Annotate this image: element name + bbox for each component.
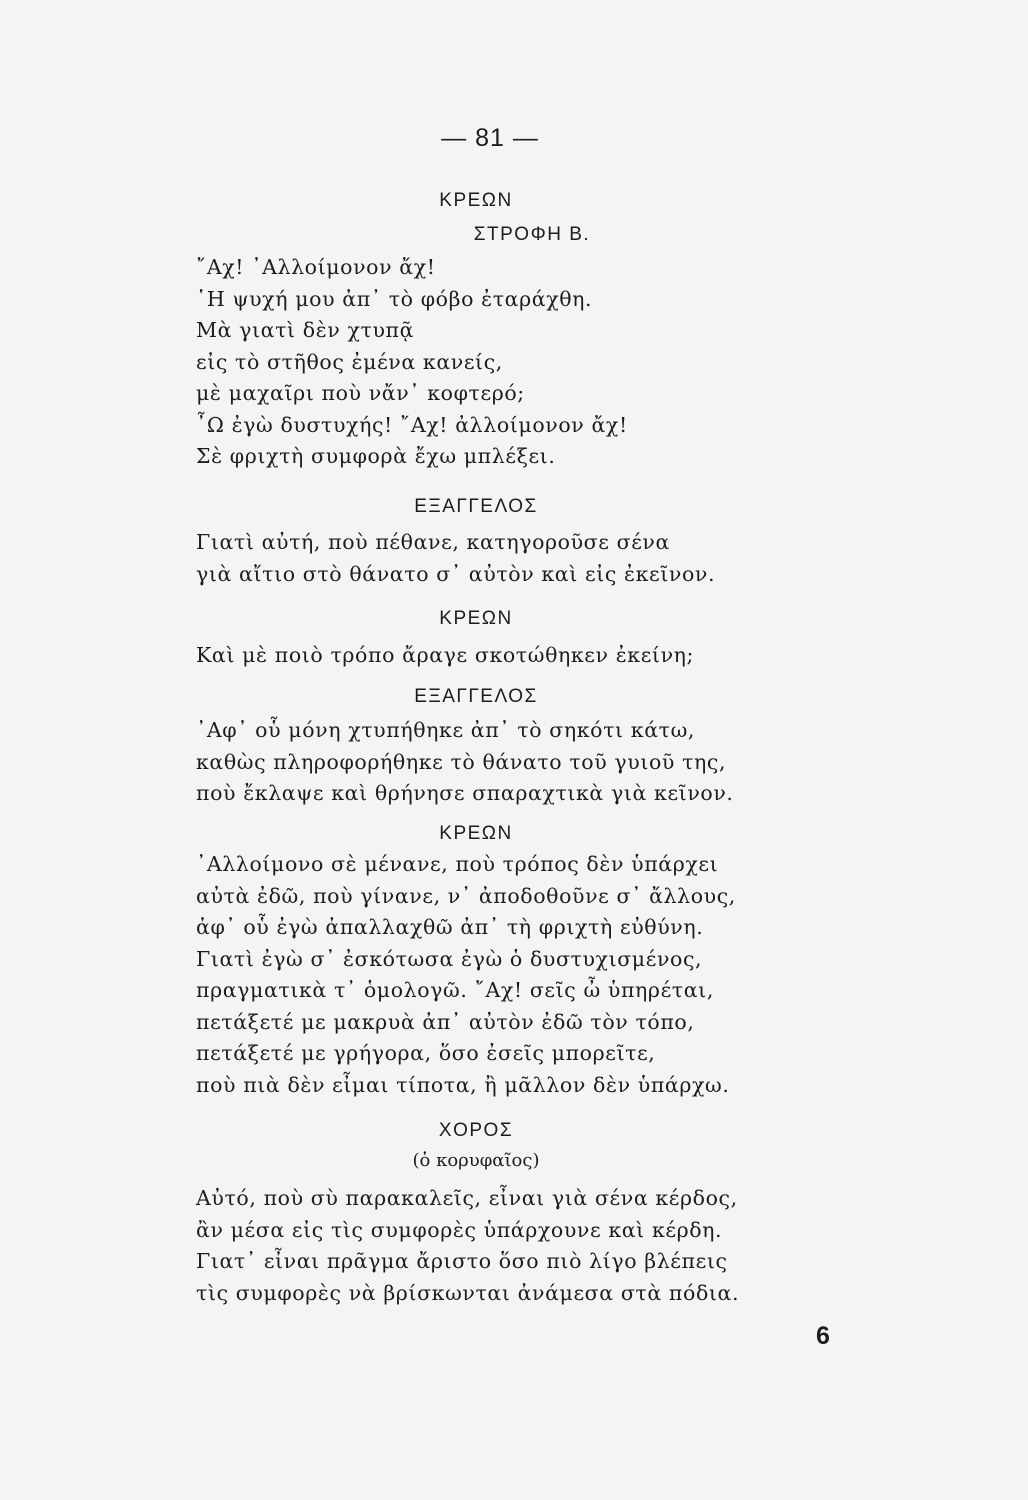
speaker-name: ΕΞΑΓΓΕΛΟΣ (414, 496, 538, 517)
verse-line: ποὺ ἔκλαψε καὶ θρήνησε σπαραχτικὰ γιὰ κεῖνον. (196, 781, 734, 805)
verse-line: πετάξετέ με μακρυὰ ἀπ᾿ αὐτὸν ἐδῶ τὸν τόπο, (196, 1009, 695, 1034)
verse-line: Καὶ μὲ ποιὸ τρόπο ἄραγε σκοτώθηκεν ἐκείνη; (196, 643, 695, 667)
verse-line: ῏Ω ἐγὼ δυστυχής! ῎Αχ! ἀλλοίμονον ἄχ! (196, 412, 628, 437)
verse-line: ἂν μέσα εἰς τὶς συμφορὲς ὑπάρχουνε καὶ κέρδη. (196, 1217, 723, 1242)
verse-block (196, 715, 796, 810)
verse-line: ᾿Αφ᾿ οὗ μόνη χτυπήθηκε ἀπ᾿ τὸ σηκότι κάτω, (196, 718, 696, 742)
verse-line: Γιατὶ αὐτή, ποὺ πέθανε, κατηγοροῦσε σένα (196, 530, 670, 554)
verse-line: ποὺ πιὰ δὲν εἶμαι τίποτα, ἢ μᾶλλον δὲν ὑπάρχω. (196, 1072, 730, 1097)
verse-line: Γιατὶ ἐγὼ σ᾿ ἐσκότωσα ἐγὼ ὁ δυστυχισμένος, (196, 946, 703, 971)
verse-line: καθὼς πληροφορήθηκε τὸ θάνατο τοῦ γυιοῦ της, (196, 749, 727, 774)
verse-line: Μὰ γιατὶ δὲν χτυπᾷ (196, 318, 415, 342)
verse-line: Γιατ᾿ εἶναι πρᾶγμα ἄριστο ὅσο πιὸ λίγο βλέπεις (196, 1249, 728, 1273)
verse-line: ῎Αχ! ᾿Αλλοίμονον ἄχ! (196, 255, 436, 279)
strophe-heading: ΣΤΡΟΦΗ Β. (473, 224, 591, 245)
verse-line: Σὲ φριχτὴ συμφορὰ ἔχω μπλέξει. (196, 444, 556, 468)
verse-line: ῾Η ψυχή μου ἀπ᾿ τὸ φόβο ἐταράχθη. (196, 286, 593, 311)
verse-line: γιὰ αἴτιο στὸ θάνατο σ᾿ αὐτὸν καὶ εἰς ἐκεῖνον. (196, 561, 716, 586)
verse-line: πραγματικὰ τ᾿ ὁμολογῶ. ῎Αχ! σεῖς ὦ ὑπηρέται, (196, 978, 714, 1002)
verse-block (196, 640, 796, 672)
verse-line: πετάξετέ με γρήγορα, ὅσο ἐσεῖς μπορεῖτε, (196, 1041, 656, 1065)
speaker-name: ΚΡΕΩΝ (439, 823, 513, 844)
verse-line: ἀφ᾿ οὗ ἐγὼ ἀπαλλαχθῶ ἀπ᾿ τὴ φριχτὴ εὐθύνη. (196, 915, 704, 939)
verse-block (196, 1183, 796, 1309)
verse-block (196, 527, 796, 590)
verse-line: αὐτὰ ἐδῶ, ποὺ γίνανε, ν᾿ ἀποδοθοῦνε σ᾿ ἄλλους, (196, 883, 736, 908)
verse-line: εἰς τὸ στῆθος ἐμένα κανείς, (196, 349, 503, 374)
speaker-subtitle: (ὁ κορυφαῖος) (412, 1150, 540, 1171)
verse-line: τὶς συμφορὲς νὰ βρίσκωνται ἀνάμεσα στὰ πόδια. (196, 1280, 740, 1305)
verse-line: ᾿Αλλοίμονο σὲ μένανε, ποὺ τρόπος δὲν ὑπάρχει (196, 852, 719, 876)
speaker-name: ΚΡΕΩΝ (439, 190, 513, 211)
verse-block (196, 849, 796, 1101)
speaker-name: ΚΡΕΩΝ (439, 608, 513, 629)
page-number: — 81 — (441, 124, 539, 152)
speaker-name: ΧΟΡΟΣ (438, 1120, 514, 1141)
verse-block (196, 252, 796, 473)
verse-line: Αὐτό, ποὺ σὺ παρακαλεῖς, εἶναι γιὰ σένα κέρδος, (196, 1186, 738, 1210)
speaker-name: ΕΞΑΓΓΕΛΟΣ (414, 686, 538, 707)
verse-line: μὲ μαχαῖρι ποὺ νἄν᾿ κοφτερό; (196, 381, 525, 405)
signature-mark: 6 (816, 1322, 830, 1350)
